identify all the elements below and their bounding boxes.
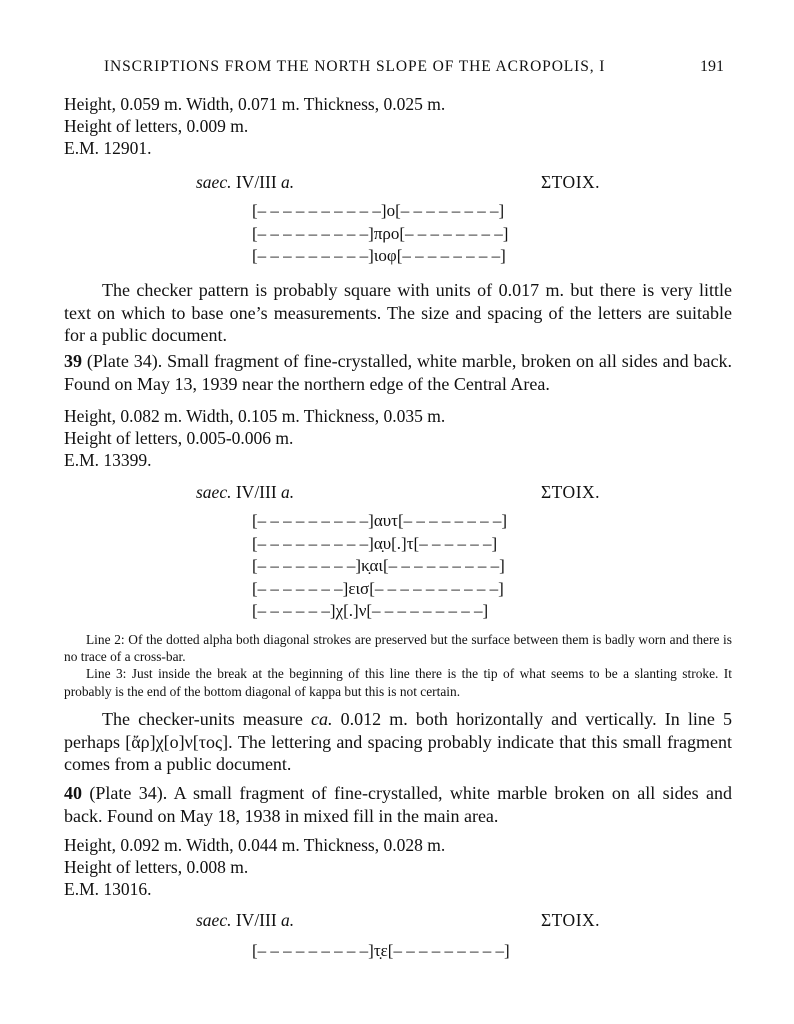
commentary-text: The checker-units measure — [102, 709, 303, 729]
inscription-line: [– – – – – – – –]κ̣αι[– – – – – – – – –] — [252, 556, 505, 575]
measurement-line: E.M. 12901. — [64, 138, 152, 158]
measurement-line: Height, 0.092 m. Width, 0.044 m. Thickness, 0.028 m. — [64, 835, 446, 855]
date-suffix: a. — [281, 482, 295, 502]
entry38-date-line — [0, 172, 794, 194]
entry40-date-line — [0, 910, 794, 932]
inscription-line: [– – – – – – – – –]α̣υ[.]τ[– – – – – –] — [252, 533, 498, 553]
inscription-line: [– – – – – – – – –]προ[– – – – – – – –] — [252, 223, 509, 243]
measurement-line: E.M. 13016. — [64, 879, 152, 899]
commentary-text: The checker pattern is probably square with units of 0.017 m. but there is very little text on which to base one’s measurements. The size and spacing of the letters are suitable for a public document. — [64, 280, 732, 345]
running-head-title: INSCRIPTIONS FROM THE NORTH SLOPE OF THE ACROPOLIS, I — [104, 58, 606, 75]
entry38-measurements — [64, 93, 734, 159]
date-value: IV/III — [235, 910, 277, 930]
entry39-measurements — [64, 405, 734, 471]
inscription-line: [– – – – – – – – –]ιοφ[– – – – – – – –] — [252, 246, 506, 265]
note-text: Line 3: Just inside the break at the beginning of this line there is the tip of what seems to be a slanting stroke. It probably is the end of the bottom diagonal of kappa but this is not certain. — [64, 666, 732, 699]
entry39-notes — [64, 631, 732, 700]
entry38-inscription-text — [252, 200, 552, 268]
stoichedon-label: ΣΤΟΙΧ. — [541, 172, 601, 192]
date-prefix: saec. — [196, 910, 232, 930]
stoichedon-label: ΣΤΟΙΧ. — [541, 910, 601, 930]
entry39-inscription-text — [252, 510, 552, 623]
date-suffix: a. — [281, 172, 295, 192]
commentary-abbrev: ca. — [310, 709, 333, 729]
note — [64, 665, 732, 699]
entry40-measurements — [64, 834, 734, 900]
entry-number: 39 — [64, 351, 82, 371]
date-prefix: saec. — [196, 482, 232, 502]
entry39-description — [64, 350, 732, 395]
inscription-line: [– – – – – – – – –]αυτ[– – – – – – – –] — [252, 511, 508, 530]
entry-number: 40 — [64, 783, 82, 803]
measurement-line: Height, 0.082 m. Width, 0.105 m. Thickness, 0.035 m. — [64, 406, 446, 426]
entry-description: (Plate 34). Small fragment of fine-crystalled, white marble, broken on all sides and back. Found on May 13, 1939 near the northern edge of the Central Area. — [64, 351, 732, 394]
inscription-line: [– – – – – – – – –]τ̣ε[– – – – – – – – –] — [252, 941, 510, 960]
note — [64, 631, 732, 665]
entry-description: (Plate 34). A small fragment of fine-crystalled, white marble broken on all sides and back. Found on May 18, 1938 in mixed fill in the main area. — [64, 783, 732, 826]
measurement-line: Height of letters, 0.005-0.006 m. — [64, 428, 294, 448]
date-suffix: a. — [281, 910, 295, 930]
measurement-line: Height of letters, 0.009 m. — [64, 116, 249, 136]
date — [196, 910, 294, 931]
measurement-line: E.M. 13399. — [64, 450, 152, 470]
date-value: IV/III — [235, 482, 277, 502]
page-number: 191 — [700, 58, 724, 75]
entry40-description — [64, 782, 732, 827]
date — [196, 482, 294, 503]
date-value: IV/III — [235, 172, 277, 192]
entry40-inscription-text — [252, 940, 552, 963]
measurement-line: Height of letters, 0.008 m. — [64, 857, 249, 877]
entry39-date-line — [0, 482, 794, 504]
measurement-line: Height, 0.059 m. Width, 0.071 m. Thickness, 0.025 m. — [64, 94, 446, 114]
date-prefix: saec. — [196, 172, 232, 192]
entry39-commentary — [64, 708, 732, 776]
inscription-line: [– – – – – –]χ[.]ν[– – – – – – – – –] — [252, 601, 489, 620]
inscription-line: [– – – – – – – – – –]ο[– – – – – – – –] — [252, 201, 505, 220]
stoichedon-label: ΣΤΟΙΧ. — [541, 482, 601, 502]
note-text: Line 2: Of the dotted alpha both diagonal strokes are preserved but the surface between them is badly worn and there is no trace of a cross-bar. — [64, 632, 732, 665]
entry38-commentary — [64, 279, 732, 347]
date — [196, 172, 294, 193]
running-head — [0, 58, 794, 80]
commentary-text: 0.012 m. both horizontally and vertically. In line 5 perhaps [ἄρ]χ[ο]ν[τος]. The lettering and spacing probably indicate that this small fragment comes from a public document. — [64, 709, 733, 774]
inscription-line: [– – – – – – –]εισ[– – – – – – – – – –] — [252, 578, 504, 598]
